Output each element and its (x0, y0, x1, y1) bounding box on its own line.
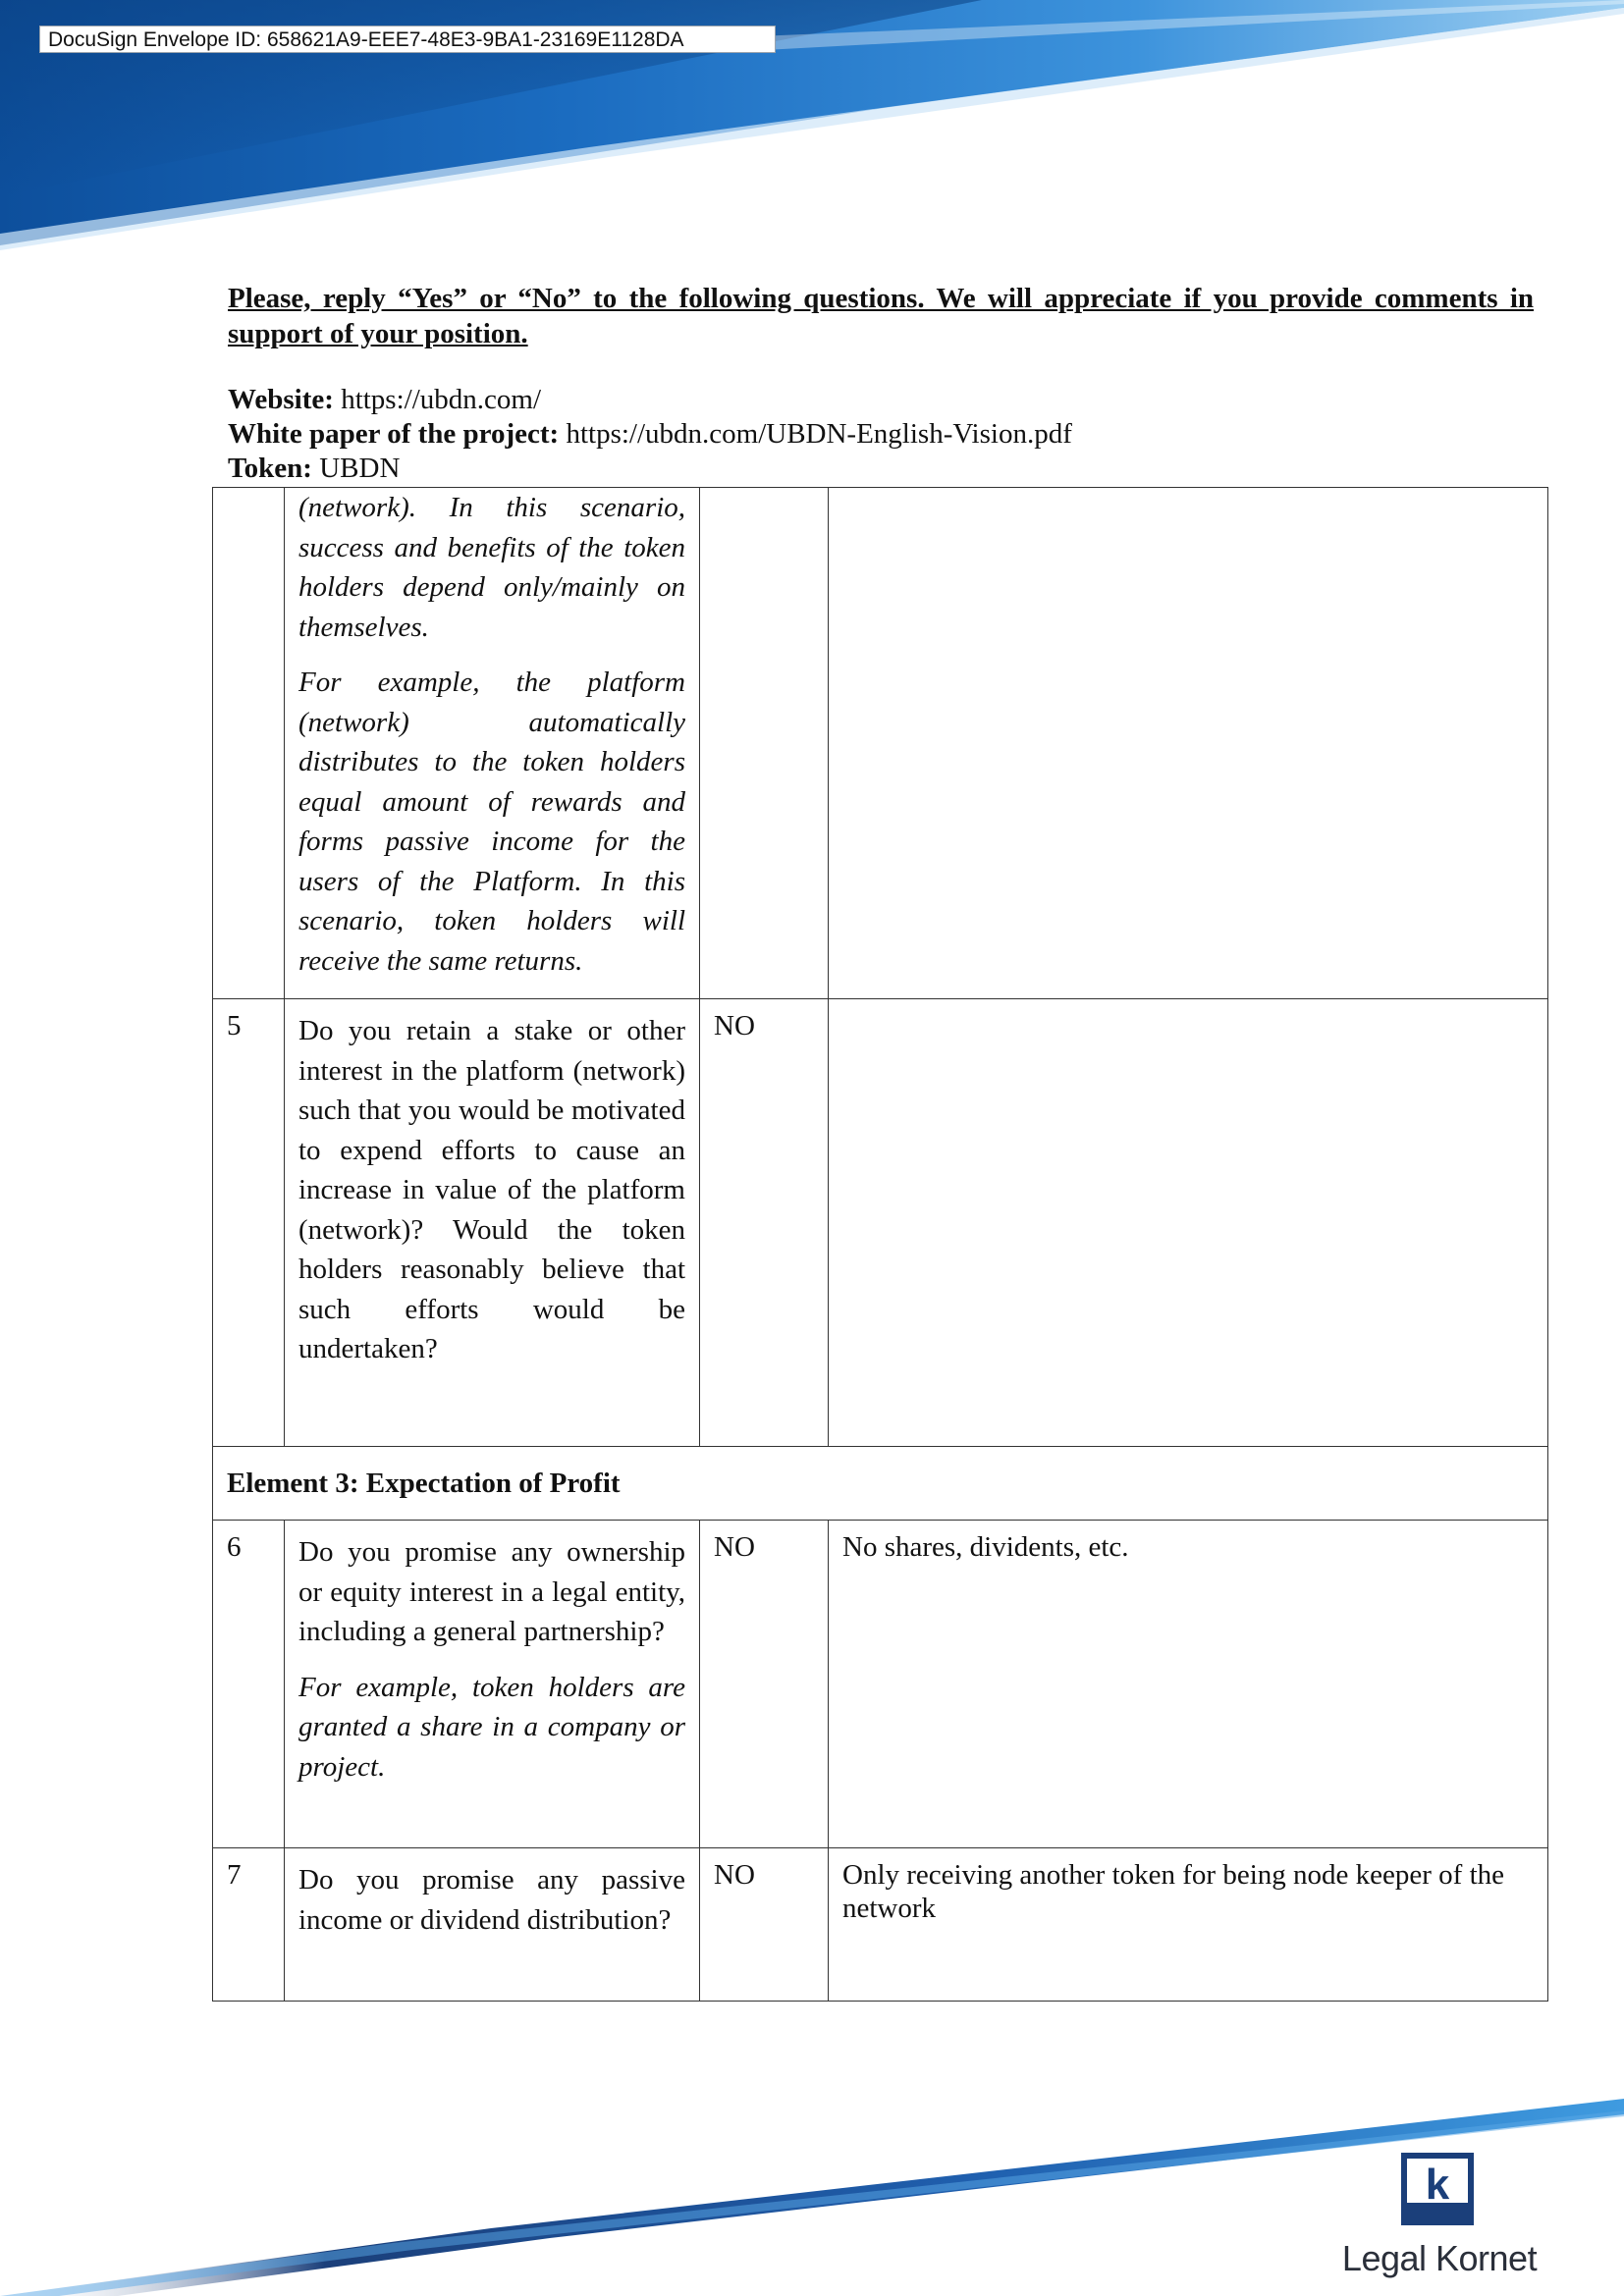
comment-cell: Only receiving another token for being node keeper of the network (829, 1848, 1548, 2002)
table-row-q7 (213, 1848, 1548, 2002)
section-heading-row (213, 1447, 1548, 1521)
answer-cell: NO (700, 999, 829, 1447)
answer-cell: NO (700, 1848, 829, 2002)
legal-kornet-logo (1341, 2148, 1538, 2285)
token-line (228, 452, 1534, 485)
question-text: Do you promise any ownership or equity interest in a legal entity, including a general partnership? (298, 1536, 685, 1647)
row-number: 5 (213, 999, 285, 1447)
website-label: Website: (228, 384, 334, 415)
website-line (228, 383, 1534, 416)
table-row-q5 (213, 999, 1548, 1447)
question-cell (285, 1521, 700, 1848)
question-text: Do you retain a stake or other interest in the platform (network) such that you would be motivated to expend efforts to cause an increase in value of the platform (network)? Would the token holders reasonably believe that such efforts would be undertaken? (298, 1015, 685, 1364)
question-cell (285, 1848, 700, 2002)
answer-cell (700, 488, 829, 999)
comment-cell (829, 488, 1548, 999)
row-number: 6 (213, 1521, 285, 1848)
whitepaper-label: White paper of the project: (228, 418, 560, 450)
token-label: Token: (228, 453, 312, 484)
question-continued-text: (network). In this scenario, success and benefits of the token holders depend only/mainly on themselves. (298, 492, 685, 643)
envelope-id: DocuSign Envelope ID: 658621A9-EEE7-48E3-9BA1-23169E1128DA (39, 26, 776, 53)
website-value: https://ubdn.com/ (341, 384, 541, 415)
comment-cell: No shares, dividents, etc. (829, 1521, 1548, 1848)
question-cell (285, 488, 700, 999)
question-continued-example: For example, the platform (network) automatically distributes to the token holders equal amount of rewards and forms passive income for the users of the Platform. In this scenario, token holders will receive the same returns. (298, 667, 685, 977)
instructions: Please, reply “Yes” or “No” to the following questions. We will appreciate if you provide comments in support of your position. (228, 283, 1534, 349)
token-value: UBDN (319, 453, 401, 484)
row-number (213, 488, 285, 999)
question-example: For example, token holders are granted a share in a company or project. (298, 1671, 685, 1783)
question-cell (285, 999, 700, 1447)
row-number: 7 (213, 1848, 285, 2002)
whitepaper-line (228, 417, 1534, 451)
table-row-q6 (213, 1521, 1548, 1848)
question-text: Do you promise any passive income or dividend distribution? (298, 1864, 685, 1936)
whitepaper-value: https://ubdn.com/UBDN-English-Vision.pdf (566, 418, 1072, 450)
logo-k-icon (1400, 2152, 1475, 2226)
answer-cell: NO (700, 1521, 829, 1848)
section-heading: Element 3: Expectation of Profit (213, 1447, 1548, 1521)
comment-cell (829, 999, 1548, 1447)
logo-text: Legal Kornet (1341, 2238, 1538, 2278)
logo-letter: k (1425, 2161, 1450, 2209)
questionnaire-table (212, 487, 1548, 2002)
table-row-continued (213, 488, 1548, 999)
